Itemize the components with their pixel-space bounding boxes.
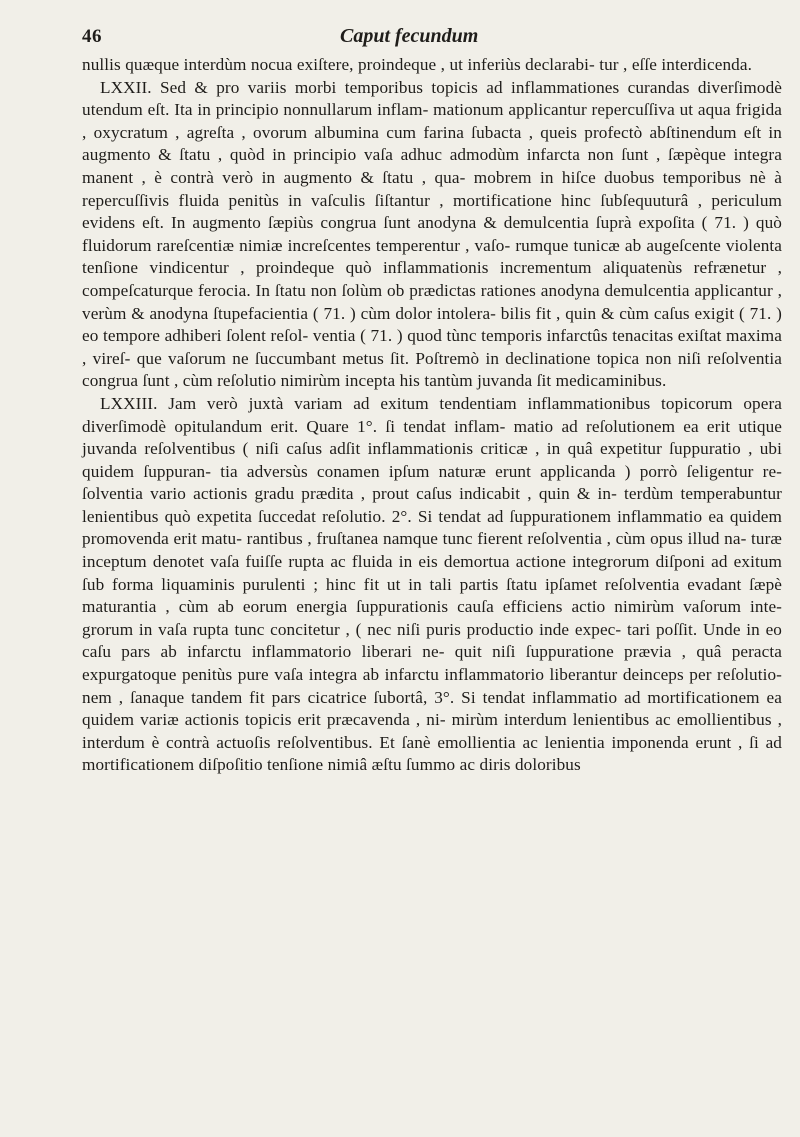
page-header — [82, 18, 760, 48]
body-text — [82, 54, 782, 777]
running-head: Caput fecundum — [340, 25, 479, 47]
paragraph-intro: nullis quæque interdùm nocua exiſtere, proindeque , ut inferiùs declarabi- tur , eſſe interdicenda. — [82, 55, 752, 74]
page-number: 46 — [82, 26, 102, 47]
paragraph-lxxiii: LXXIII. Jam verò juxtà variam ad exitum tendentiam inflammationibus topicorum opera diverſimodè opitulandum erit. Quare 1°. ſi tendat inflam- matio ad reſolutionem ea erit utique juvanda reſolventibus ( niſi caſus adſit inflammationis criticæ , in quâ expetitur ſuppuratio , ubi quidem ſuppuran- tia adversùs conamen ipſum naturæ erunt applicanda ) porrò ſeligentur re- ſolventia vario actionis gradu prædita , prout caſus indicabit , quin & in- terdùm temperabuntur lenientibus quò expetita ſuccedat reſolutio. 2°. Si tendat ad ſuppurationem inflammatio ea quidem promovenda erit matu- rantibus , fruſtanea namque tunc fierent reſolventia , cùm opus illud na- turæ inceptum denotet vaſa fuiſſe rupta ac fluida in eis demortua actione integrorum diſponi ad exitum ſub forma liquaminis purulenti ; hinc fit ut in tali partis ſtatu ipſamet reſolventia evadant ſæpè maturantia , cùm ab eorum energia ſuppurationis cauſa efficiens actio nimirùm vaſorum inte- grorum in vaſa rupta tunc concitetur , ( nec niſi puris productio inde expec- tari poſſit. Unde in eo caſu pars ab infarctu inflammatorio liberari ne- quit niſi ſuppuratione prævia , quâ peracta expurgatoque penitùs pure vaſa integra ab infarctu inflammatorio liberantur deinceps per reſolutio- nem , ſanaque tandem fit pars cicatrice ſubortâ, 3°. Si tendat inflammatio ad mortificationem ea quidem variæ actionis topicis erit præcavenda , ni- mirùm interdum lenientibus ac emollientibus , interdum è contrà actuoſis reſolventibus. Et ſanè emollientia ac lenientia imponenda erunt , ſi ad mortificationem diſpoſitio tenſione nimiâ æſtu ſummo ac diris doloribus — [82, 393, 782, 775]
paragraph-lxxii: LXXII. Sed & pro variis morbi temporibus topicis ad inflammationes curandas diverſimodè utendum eſt. Ita in principio nonnullarum inflam- mationum applicantur repercuſſiva ut aqua frigida , oxycratum , agreſta , ovorum albumina cum farina ſubacta , queis profectò abſtinendum eſt in augmento & ſtatu , quòd in principio vaſa adhuc admodùm infarcta non ſunt , ſæpèque integra manent , è contrà verò in augmento & ſtatu , qua- mobrem in hiſce duobus temporibus nè à repercuſſivis fluida penitùs in vaſculis ſiſtantur , mortificatione hinc ſubſequuturâ , periculum evidens eſt. In augmento ſæpiùs congrua ſunt anodyna & demulcentia ſuprà expoſita ( 71. ) quò fluidorum rareſcentiæ nimiæ increſcentes temperentur , vaſo- rumque tunicæ ab augeſcente violenta tenſione vindicentur , proindeque quò inflammationis incrementum aliquatenùs refrænetur , compeſcaturque ferocia. In ſtatu non ſolùm ob prædictas rationes anodyna demulcentia applicantur , verùm & anodyna ſtupefacientia ( 71. ) cùm dolor intolera- bilis fit , quin & cùm caſus exigit ( 71. ) eo tempore adhiberi ſolent reſol- ventia ( 71. ) quod tùnc temporis infarctûs tenacitas exiſtat maxima , vireſ- que vaſorum ne ſuccumbant metus ſit. Poſtremò in declinatione topica non niſi reſolventia congrua ſunt , cùm reſolutio nimirùm incepta his tantùm juvanda ſit medicaminibus. — [82, 77, 782, 391]
